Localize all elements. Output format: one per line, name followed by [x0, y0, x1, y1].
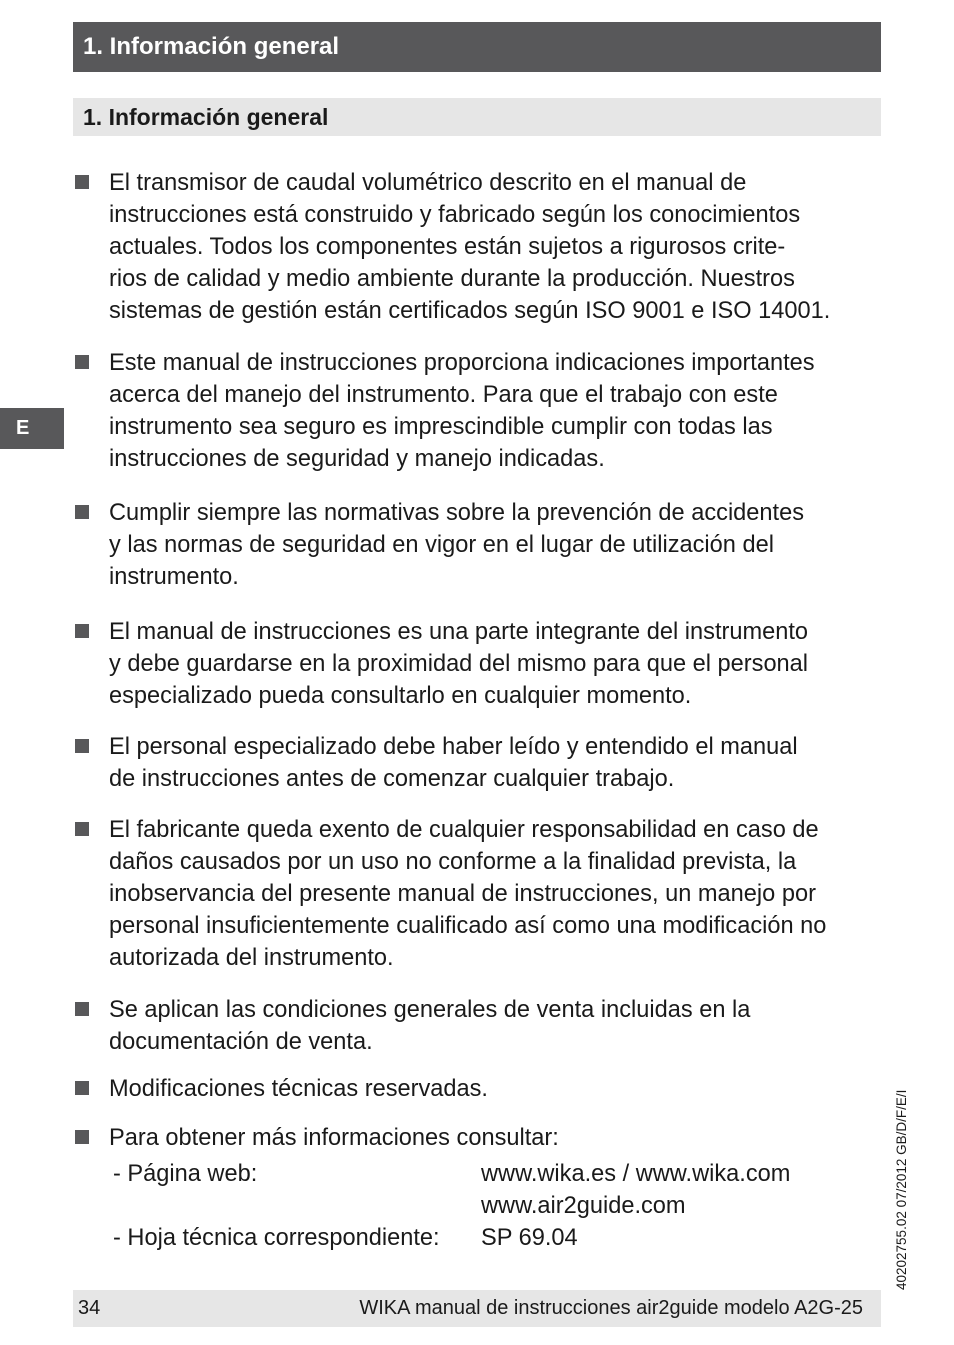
list-item-text: Modificaciones técnicas reservadas. — [109, 1076, 488, 1102]
bullet-square-icon — [75, 1002, 89, 1016]
chapter-header — [73, 22, 881, 72]
list-item-text: Para obtener más informaciones consultar: — [109, 1125, 559, 1151]
info-label-datasheet: - Hoja técnica correspondiente: — [113, 1225, 440, 1251]
bullet-square-icon — [75, 355, 89, 369]
info-label-web: - Página web: — [113, 1161, 258, 1187]
bullet-square-icon — [75, 822, 89, 836]
list-item-text: Se aplican las condiciones generales de venta incluidas en la documentación de venta. — [109, 997, 751, 1055]
list-item-text: El personal especializado debe haber leído y entendido el manual de instrucciones antes de comenzar cualquier trabajo. — [109, 734, 798, 792]
page-number: 34 — [78, 1297, 101, 1319]
bullet-square-icon — [75, 1081, 89, 1095]
section-title: 1. Información general — [83, 103, 329, 130]
bullet-square-icon — [75, 1130, 89, 1144]
page-footer — [73, 1290, 881, 1327]
manual-title: WIKA manual de instrucciones air2guide modelo A2G-25 — [359, 1297, 863, 1319]
info-value-web-1: www.wika.es / www.wika.com — [481, 1161, 791, 1187]
list-item-text: Cumplir siempre las normativas sobre la prevención de accidentes y las normas de seguridad en vigor en el lugar de utilización del instrumento. — [109, 500, 805, 590]
list-item-text: El fabricante queda exento de cualquier responsabilidad en caso de daños causados por un uso no conforme a la finalidad prevista, la inobservancia del presente manual de instrucciones, un manejo por personal insuficientemente cualificado así como una modificación no autorizada del instrumento. — [109, 817, 827, 971]
language-tab-label: E — [16, 417, 30, 439]
chapter-title: 1. Información general — [83, 33, 340, 60]
list-item-text: El transmisor de caudal volumétrico descrito en el manual de instrucciones está construido y fabricado según los conocimientos actuales. Todos los componentes están sujetos a rigurosos crite- rios de calidad y medio ambiente durante la producción. Nuestros sistemas de gestión están certificados según ISO 9001 e ISO 14001. — [109, 170, 831, 324]
bullet-square-icon — [75, 175, 89, 189]
section-header — [73, 98, 881, 136]
info-value-web-2: www.air2guide.com — [481, 1193, 686, 1219]
list-item-text: El manual de instrucciones es una parte integrante del instrumento y debe guardarse en la proximidad del mismo para que el personal especializado pueda consultarlo en cualquier momento. — [109, 619, 809, 709]
document-code: 40202755.02 07/2012 GB/D/F/E/I — [894, 1089, 909, 1290]
list-item-text: Este manual de instrucciones proporciona indicaciones importantes acerca del manejo del instrumento. Para que el trabajo con este instrumento sea seguro es imprescindible cumplir con todas las instrucciones de seguridad y manejo indicadas. — [109, 350, 815, 472]
language-tab — [0, 408, 64, 449]
info-value-datasheet: SP 69.04 — [481, 1225, 578, 1251]
bullet-square-icon — [75, 739, 89, 753]
bullet-square-icon — [75, 505, 89, 519]
bullet-square-icon — [75, 624, 89, 638]
